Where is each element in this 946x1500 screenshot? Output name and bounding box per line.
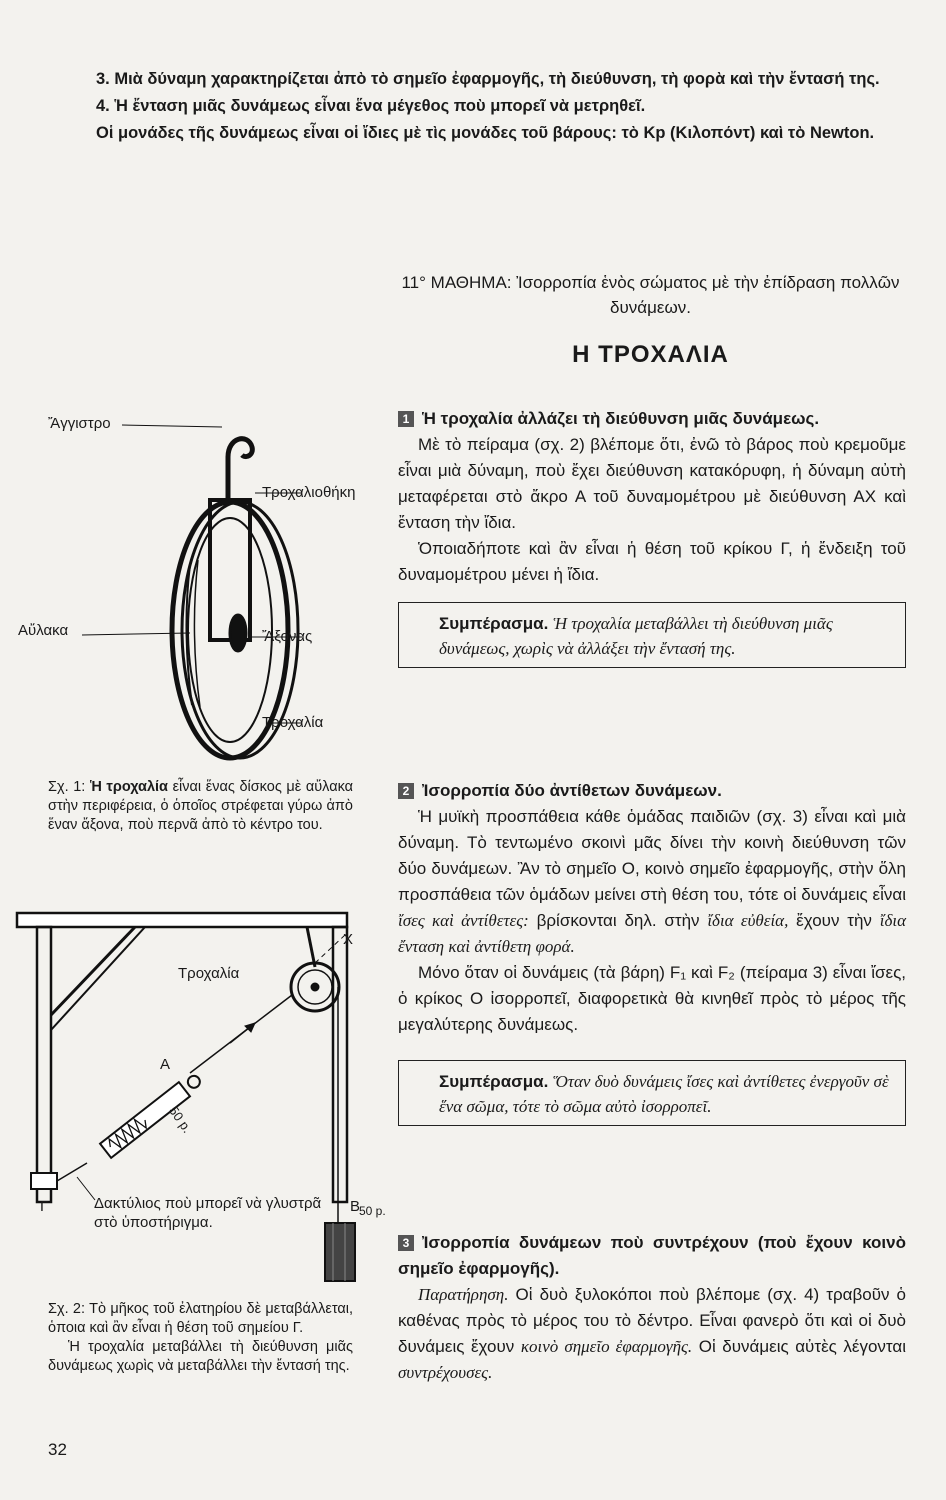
- section-3-number: 3: [398, 1235, 414, 1251]
- page-number: 32: [48, 1440, 67, 1459]
- fig2-label-pulley: Τροχαλία: [178, 965, 240, 982]
- fig2-caption-2: Ἡ τροχαλία μεταβάλλει τὴ διεύθυνση μιᾶς δυνάμεως χωρὶς νὰ μεταβάλλει τὴν ἔντασή της.: [48, 1339, 353, 1374]
- fig1-pulley-drawing: [40, 385, 380, 770]
- section-2-p1-a: Ἡ μυϊκὴ προσπάθεια κάθε ὁμάδας παιδιῶν (σχ. 3) εἶναι καὶ μιὰ δύναμη. Τὸ τεντωμένο σκοινὶ μᾶς δίνει τὴν κοινὴ διεύθυνση τῶν δύο δυνάμεων. Ἂν τὸ σημεῖο Ο, κοινὸ σημεῖο ἐφαρμογῆς, στὴν ὅλη προσπάθεια τῶν ὁμάδων μείνει στὴ θέση του, τότε οἱ δυνάμεις εἶναι: [398, 807, 906, 904]
- fig1-label-pulley: Τροχαλία: [262, 714, 324, 731]
- section-1-conclusion: [398, 602, 906, 668]
- section-1-heading: Ἡ τροχαλία ἀλλάζει τὴ διεύθυνση μιᾶς δυνάμεως.: [422, 409, 820, 428]
- section-3-p1-it2: συντρέχουσες.: [398, 1363, 493, 1382]
- lesson-header: [398, 270, 903, 320]
- fig2-label-scale: 50 p.: [166, 1103, 195, 1136]
- lesson-label: 11° ΜΑΘΗΜΑ:: [401, 273, 512, 292]
- section-2-p2: Μόνο ὅταν οἱ δυνάμεις (τὰ βάρη) F₁ καὶ F₂ (πείραμα 3) εἶναι ἴσες, ὁ κρίκος Ο ἰσορροπεῖ, διαφορετικὰ θὰ κινηθεῖ πρὸς τὸ μέρος τῆς μεγαλύτερης δυνάμεως.: [398, 963, 906, 1034]
- section-1-number: 1: [398, 411, 414, 427]
- intro-block: [78, 66, 898, 147]
- section-1-p1: Μὲ τὸ πείραμα (σχ. 2) βλέπομε ὅτι, ἐνῶ τὸ βάρος ποὺ κρεμοῦμε εἶναι μιὰ δύναμη, ποὺ ἔχει διεύθυνση κατακόρυφη, ἡ δύναμη αὐτὴ μεταφέρεται στὸ ἄκρο Α τοῦ δυναμομέτρου μὲ διεύθυνση ΑΧ καὶ ἔνταση τὴν ἴδια.: [398, 435, 906, 532]
- section-3: [398, 1230, 906, 1386]
- section-2-heading: Ἰσορροπία δύο ἀντίθετων δυνάμεων.: [422, 781, 722, 800]
- fig2-caption: [48, 1300, 353, 1376]
- section-3-p1-b: Οἱ δυνάμεις αὐτὲς λέγονται: [698, 1337, 906, 1356]
- section-2-p1-b: βρίσκονται δηλ. στὴν: [536, 911, 700, 930]
- fig2-experiment-drawing: [15, 905, 400, 1295]
- section-3-p1-a: Οἱ δυὸ ξυλοκόποι ποὺ βλέπομε (σχ. 4) τραβοῦν ὁ καθένας πρὸς τὸ μέρος του τὸ δέντρο. Εἶναι φανερὸ ὅτι καὶ οἱ δυὸ δυνάμεις ἔχουν: [398, 1285, 907, 1356]
- fig2-label-weight: 50 p.: [359, 1204, 386, 1218]
- fig1-label-holder: Τροχαλιοθήκη: [262, 484, 356, 501]
- page-title: Η ΤΡΟΧΑΛΙΑ: [572, 341, 729, 368]
- fig1-caption-text: εἶναι ἕνας δίσκος μὲ αὔλακα στὴν περιφέρεια, ὁ ὁποῖος στρέφεται γύρω ἀπὸ ἕναν ἄξονα, ποὺ περνᾶ ἀπὸ τὸ κέντρο του.: [48, 779, 354, 833]
- section-2-p1-it2: ἴδια εὐθεία,: [707, 911, 789, 930]
- fig1-caption-num: Σχ. 1:: [48, 779, 86, 795]
- fig1-caption: [48, 778, 353, 835]
- section-2-conclusion-label: Συμπέρασμα.: [439, 1072, 549, 1091]
- section-2-p1: [398, 804, 906, 960]
- fig1-label-axle: Ἄξονας: [262, 628, 313, 645]
- fig2-label-x: X: [343, 931, 354, 948]
- fig1-label-groove: Αὔλακα: [18, 622, 69, 639]
- section-2-p1-it1: ἴσες καὶ ἀντίθετες:: [398, 911, 529, 930]
- fig1-label-hook: Ἄγγιστρο: [48, 415, 111, 432]
- section-2-number: 2: [398, 783, 414, 799]
- section-1: [398, 406, 906, 668]
- fig1-caption-term: Ἡ τροχαλία: [89, 779, 168, 795]
- section-3-p1-it1: κοινὸ σημεῖο ἐφαρμογῆς.: [520, 1337, 693, 1356]
- fig2-caption-1: Σχ. 2: Τὸ μῆκος τοῦ ἐλατηρίου δὲ μεταβάλλεται, ὁποια καὶ ἂν εἶναι ἡ θέση τοῦ σημείου Γ.: [48, 1301, 353, 1336]
- intro-item-4: 4. Ἡ ἔνταση μιᾶς δυνάμεως εἶναι ἕνα μέγεθος ποὺ μπορεῖ νὰ μετρηθεῖ.: [96, 97, 646, 115]
- section-1-conclusion-text: Ἡ τροχαλία μεταβάλλει τὴ διεύθυνση μιᾶς δυνάμεως, χωρὶς νὰ ἀλλάξει τὴν ἔντασή της.: [439, 614, 833, 658]
- fig2-label-ring: Δακτύλιος ποὺ μπορεῖ νὰ γλυστρᾶ στὸ ὑποστήριγμα.: [94, 1195, 322, 1231]
- fig2-label-gamma: Γ: [40, 1198, 49, 1215]
- intro-units: Οἱ μονάδες τῆς δυνάμεως εἶναι οἱ ἴδιες μὲ τὶς μονάδες τοῦ βάρους: τὸ Kp (Κιλοπόντ) καὶ τὸ Newton.: [96, 124, 875, 142]
- section-1-conclusion-label: Συμπέρασμα.: [439, 614, 549, 633]
- fig2-label-b: B: [350, 1198, 361, 1215]
- fig2-label-a: A: [160, 1056, 171, 1073]
- section-3-observation-label: Παρατήρηση.: [418, 1285, 509, 1304]
- section-2-conclusion: [398, 1060, 906, 1126]
- section-1-p2: Ὁποιαδήποτε καὶ ἂν εἶναι ἡ θέση τοῦ κρίκου Γ, ἡ ἔνδειξη τοῦ δυναμομέτρου μένει ἡ ἴδια.: [398, 539, 906, 584]
- section-3-p1: [398, 1282, 906, 1386]
- lesson-text: Ἰσορροπία ἑνὸς σώματος μὲ τὴν ἐπίδραση πολλῶν δυνάμεων.: [516, 273, 900, 317]
- section-2-p1-c: ἔχουν τὴν: [796, 911, 872, 930]
- section-2: [398, 778, 906, 1126]
- section-3-heading: Ἰσορροπία δυνάμεων ποὺ συντρέχουν (ποὺ ἔχουν κοινὸ σημεῖο ἐφαρμογῆς).: [398, 1233, 906, 1278]
- intro-item-3: 3. Μιὰ δύναμη χαρακτηρίζεται ἀπὸ τὸ σημεῖο ἐφαρμογῆς, τὴ διεύθυνση, τὴ φορὰ καὶ τὴν ἔντασή της.: [96, 70, 880, 88]
- section-2-conclusion-text: Ὅταν δυὸ δυνάμεις ἴσες καὶ ἀντίθετες ἐνεργοῦν σὲ ἕνα σῶμα, τότε τὸ σῶμα αὐτὸ ἰσορροπεῖ.: [439, 1072, 889, 1116]
- section-2-p1-it3: ἴδια ἔνταση καὶ ἀντίθετη φορά.: [398, 911, 906, 956]
